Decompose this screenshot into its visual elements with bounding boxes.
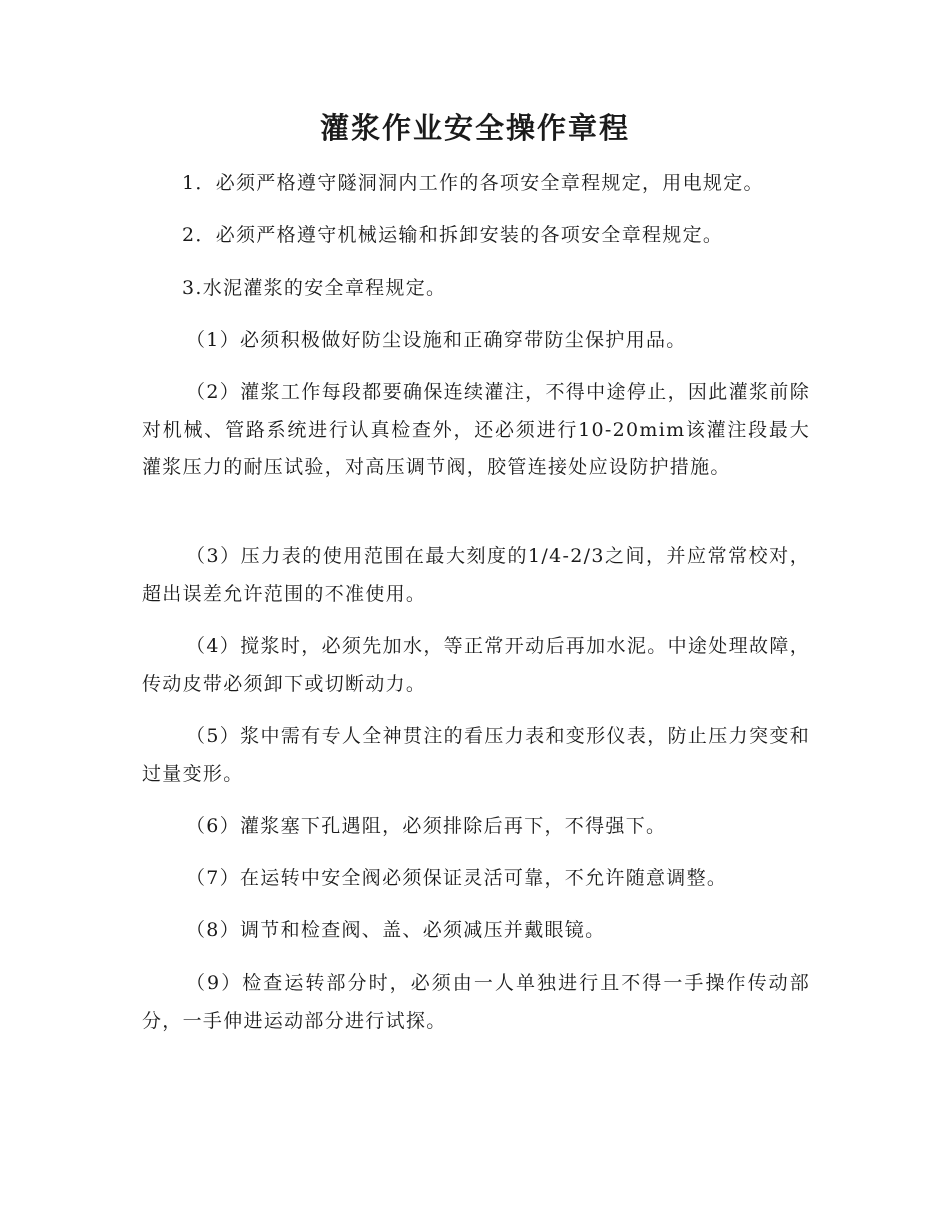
paragraph-item-5: （5）浆中需有专人全神贯注的看压力表和变形仪表，防止压力突变和过量变形。 xyxy=(142,725,810,785)
paragraph-rule-2: 2．必须严格遵守机械运输和拆卸安装的各项安全章程规定。 xyxy=(182,224,724,246)
paragraph-item-2: （2）灌浆工作每段都要确保连续灌注，不得中途停止，因此灌浆前除对机械、管路系统进行认真检查外，还必须进行10-20mim该灌注段最大灌浆压力的耐压试验，对高压调节阀，胶管连接处应设防护措施。 xyxy=(142,381,810,478)
paragraph-item-6: （6）灌浆塞下孔遇阻，必须排除后再下，不得强下。 xyxy=(186,815,667,837)
paragraph-item-9: （9）检查运转部分时，必须由一人单独进行且不得一手操作传动部分，一手伸进运动部分进行试探。 xyxy=(142,972,810,1032)
paragraph-item-7: （7）在运转中安全阀必须保证灵活可靠，不允许随意调整。 xyxy=(186,867,728,889)
paragraph-item-3: （3）压力表的使用范围在最大刻度的1/4-2/3之间，并应常常校对，超出误差允许范围的不准使用。 xyxy=(142,545,810,605)
paragraph-rule-3: 3.水泥灌浆的安全章程规定。 xyxy=(182,277,447,299)
paragraph-item-1: （1）必须积极做好防尘设施和正确穿带防尘保护用品。 xyxy=(186,329,687,351)
paragraph-item-8: （8）调节和检查阀、盖、必须减压并戴眼镜。 xyxy=(186,919,606,941)
paragraph-item-4: （4）搅浆时，必须先加水，等正常开动后再加水泥。中途处理故障，传动皮带必须卸下或切断动力。 xyxy=(142,635,810,695)
document-title: 灌浆作业安全操作章程 xyxy=(319,111,630,145)
paragraph-rule-1: 1．必须严格遵守隧洞洞内工作的各项安全章程规定，用电规定。 xyxy=(182,172,764,194)
